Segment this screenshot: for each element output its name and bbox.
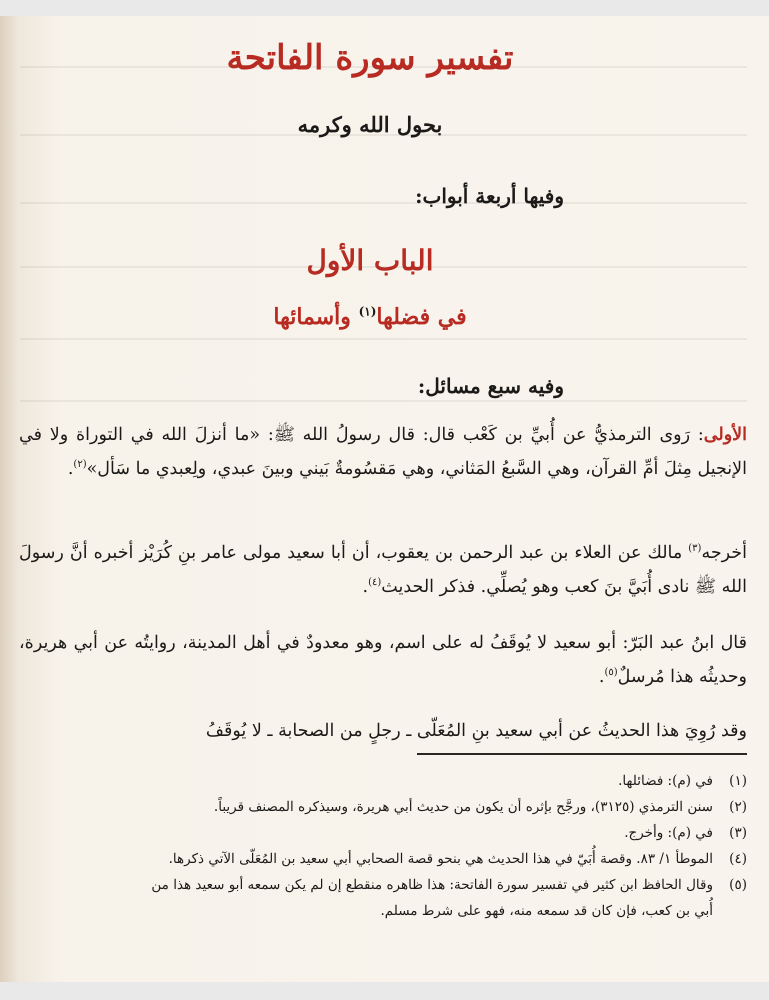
paragraph-first — [19, 418, 747, 486]
footnote-item — [19, 768, 747, 794]
footnote-continuation: أُبي بن كعب، فإن كان قد سمعه منه، فهو على شرط مسلم. — [380, 903, 713, 919]
footnote-item — [19, 794, 747, 820]
chapter-sub-tail: وأسمائها — [273, 304, 359, 330]
paragraph-fourth — [19, 714, 747, 748]
chapter-sub-text: في فضلها — [376, 304, 467, 330]
footnote-ref: (٣) — [688, 543, 702, 555]
footnote-text: في (م): فضائلها. — [618, 773, 713, 789]
surah-title: تفسير سورة الفاتحة — [226, 38, 514, 78]
footnote-ref: (١) — [358, 304, 377, 319]
footnote-number: (٤) — [729, 851, 747, 867]
footnote-number: (٥) — [729, 877, 747, 893]
footnote-text: الموطأ ١/ ٨٣. وقصة أُبَيّ في هذا الحديث هي بنحو قصة الصحابي أبي سعيد بن المُعَلّى الآتي ذكرها. — [168, 851, 713, 867]
bottom-bar — [0, 982, 769, 1000]
paragraph-text: قال ابنُ عبد البَرّ: أبو سعيد لا يُوقَفُ له على اسم، وهو معدودٌ في أهل المدينة، روايتُه عن أبي هريرة، وحديثُه هذا مُرسلٌ — [19, 633, 747, 687]
issues-intro: وفيه سبع مسائل: — [417, 374, 564, 398]
paragraph-lead: الأولى — [703, 425, 747, 445]
book-page — [0, 16, 769, 982]
footnote-ref: (٢) — [73, 459, 87, 471]
intro-line: وفيها أربعة أبواب: — [415, 184, 564, 208]
paragraph-text: مالك عن العلاء بن عبد الرحمن بن يعقوب، أن أبا سعيد مولى عامر بنِ كُرَيْز أخبره أنَّ رسولَ الله ﷺ نادى أُبَيَّ بنَ كعب وهو يُصلِّي. فذكر الحديث — [19, 543, 747, 597]
chapter-subtitle — [200, 304, 540, 330]
paragraph-third — [19, 626, 747, 694]
footnote-item — [19, 820, 747, 846]
chapter-title: الباب الأول — [306, 244, 434, 277]
footnote-number: (٣) — [729, 825, 747, 841]
footnote-item — [19, 846, 747, 872]
footnote-ref: (٤) — [368, 577, 382, 589]
subtitle: بحول الله وكرمه — [297, 112, 443, 137]
footnote-item — [19, 872, 747, 924]
footnote-text: وقال الحافظ ابن كثير في تفسير سورة الفاتحة: هذا ظاهره منقطع إن لم يكن سمعه أبو سعيد هذا من — [151, 877, 713, 893]
footnote-ref: (٥) — [604, 667, 618, 679]
paragraph-second — [19, 536, 747, 604]
paragraph-text: أخرجه — [701, 543, 747, 563]
paragraph-text: وقد رُوِيَ هذا الحديثُ عن أبي سعيد بنِ المُعَلّى ـ رجلٍ من الصحابة ـ لا يُوقَفُ — [205, 721, 747, 741]
paragraph-end: . — [598, 667, 605, 687]
footnote-number: (١) — [729, 773, 747, 789]
footnote-number: (٢) — [729, 799, 747, 815]
footnote-text: سنن الترمذي (٣١٢٥)، ورجَّح بإثره أن يكون من حديث أبي هريرة، وسيذكره المصنف قريباً. — [213, 799, 713, 815]
footnotes — [19, 768, 747, 924]
paragraph-text: : رَوى الترمذيُّ عن أُبيِّ بن كَعْب قال: قال رسولُ الله ﷺ: «ما أنزلَ الله في التوراة ولا في الإنجيل مِثلَ أمِّ القرآن، وهي السَّبعُ المَثاني، وهي مَقسُومةٌ بَيني وبينَ عبدي، ولِعبدي ما سَأل» — [19, 425, 747, 479]
footnote-divider — [417, 753, 747, 755]
top-bar — [0, 0, 769, 16]
paragraph-end: . — [362, 577, 369, 597]
footnote-text: في (م): وأخرج. — [624, 825, 713, 841]
paragraph-end: . — [67, 459, 74, 479]
